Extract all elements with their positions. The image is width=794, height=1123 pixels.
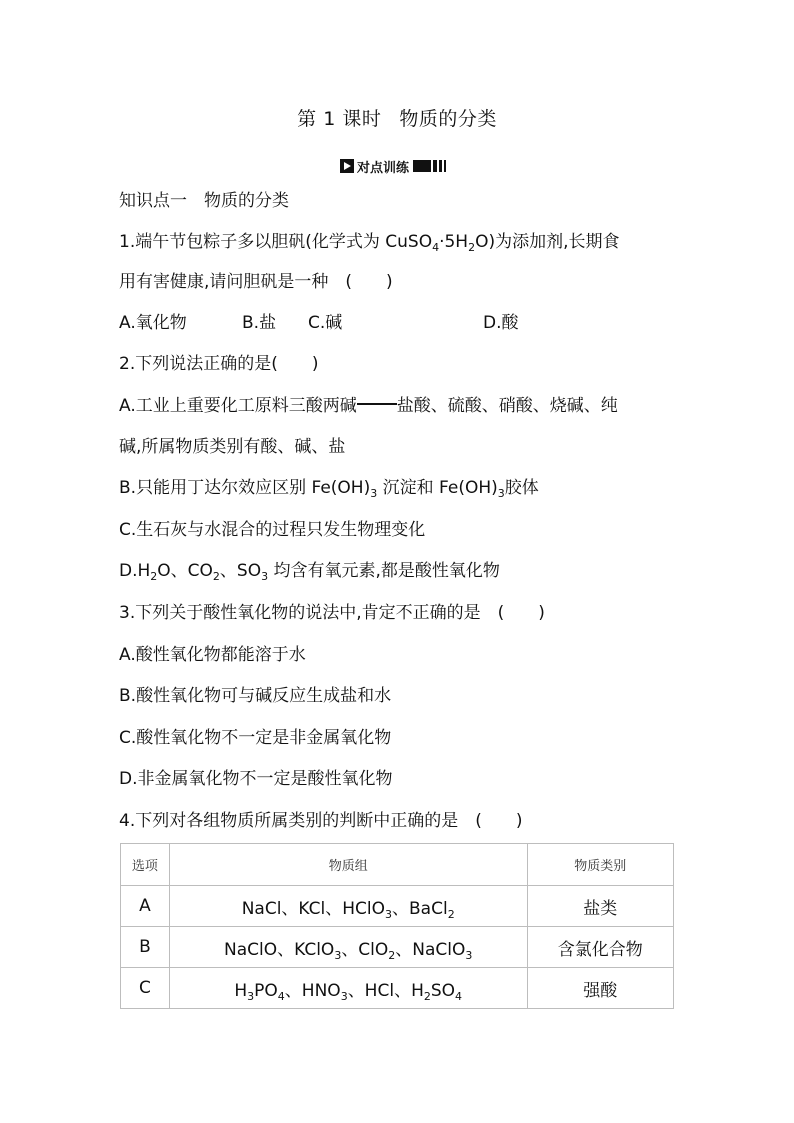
lesson-topic: 物质的分类 — [399, 108, 497, 130]
dash-line — [357, 403, 397, 405]
row-category: 强酸 — [527, 968, 673, 1009]
row-substances: NaCl、KCl、HClO$_3$、BaCl$_2$ — [169, 886, 527, 927]
row-substances: $H_3PO_4$、$HNO_3$、HCl、$H_2SO_4$ — [169, 968, 527, 1009]
q2-stem: 2.下列说法正确的是( ) — [119, 354, 319, 374]
q3-option-a: A.酸性氧化物都能溶于水 — [119, 645, 306, 665]
page-title — [0, 104, 794, 131]
q1-option-a: A.氧化物 — [119, 313, 187, 333]
q3-option-c: C.酸性氧化物不一定是非金属氧化物 — [119, 728, 392, 748]
q1-option-d: D.酸 — [483, 313, 519, 333]
q3-option-d: D.非金属氧化物不一定是酸性氧化物 — [119, 769, 393, 789]
q1-stem-line1: 1.端午节包粽子多以胆矾(化学式为 $CuSO_4\cdot 5H_2O$)为添加剂,长期食 — [119, 232, 620, 254]
q2-option-d: $D.H_2O$、$CO_2$、$SO_3$ 均含有氧元素,都是酸性氧化物 — [119, 561, 500, 583]
table-row — [121, 968, 674, 1009]
row-option: C — [121, 968, 170, 1009]
q3-stem: 3.下列关于酸性氧化物的说法中,肯定不正确的是 ( ) — [119, 603, 545, 623]
header-option: 选项 — [121, 844, 170, 886]
row-category: 盐类 — [527, 886, 673, 927]
q2-option-a-line1: A.工业上重要化工原料三酸两碱 盐酸、硫酸、硝酸、烧碱、纯 — [119, 396, 618, 416]
q1-stem-line2: 用有害健康,请问胆矾是一种 ( ) — [119, 272, 393, 292]
bars-icon — [413, 160, 446, 172]
q2-option-b: B.只能用丁达尔效应区别 $Fe(OH)_3$ 沉淀和 $Fe(OH)_3$胶体 — [119, 478, 539, 500]
header-substances: 物质组 — [169, 844, 527, 886]
q2-option-a-line2: 碱,所属物质类别有酸、碱、盐 — [119, 437, 346, 457]
lesson-number: 第 1 课时 — [297, 108, 382, 130]
q3-option-b: B.酸性氧化物可与碱反应生成盐和水 — [119, 686, 392, 706]
row-option: B — [121, 927, 170, 968]
q1-option-c: C.碱 — [308, 313, 343, 333]
q2-option-c: C.生石灰与水混合的过程只发生物理变化 — [119, 520, 426, 540]
q1-option-b: B.盐 — [242, 313, 277, 333]
q4-table — [120, 843, 674, 1009]
table-row — [121, 927, 674, 968]
section-tag — [340, 157, 446, 175]
play-icon — [340, 159, 354, 173]
row-category: 含氯化合物 — [527, 927, 673, 968]
section-tag-label: 对点训练 — [357, 160, 410, 176]
table-row — [121, 886, 674, 927]
header-category: 物质类别 — [527, 844, 673, 886]
knowledge-point-heading: 知识点一 物质的分类 — [119, 191, 289, 211]
table-header-row — [121, 844, 674, 886]
row-option: A — [121, 886, 170, 927]
row-substances: NaClO、KClO$_3$、ClO$_2$、NaClO$_3$ — [169, 927, 527, 968]
q4-stem: 4.下列对各组物质所属类别的判断中正确的是 ( ) — [119, 811, 523, 831]
